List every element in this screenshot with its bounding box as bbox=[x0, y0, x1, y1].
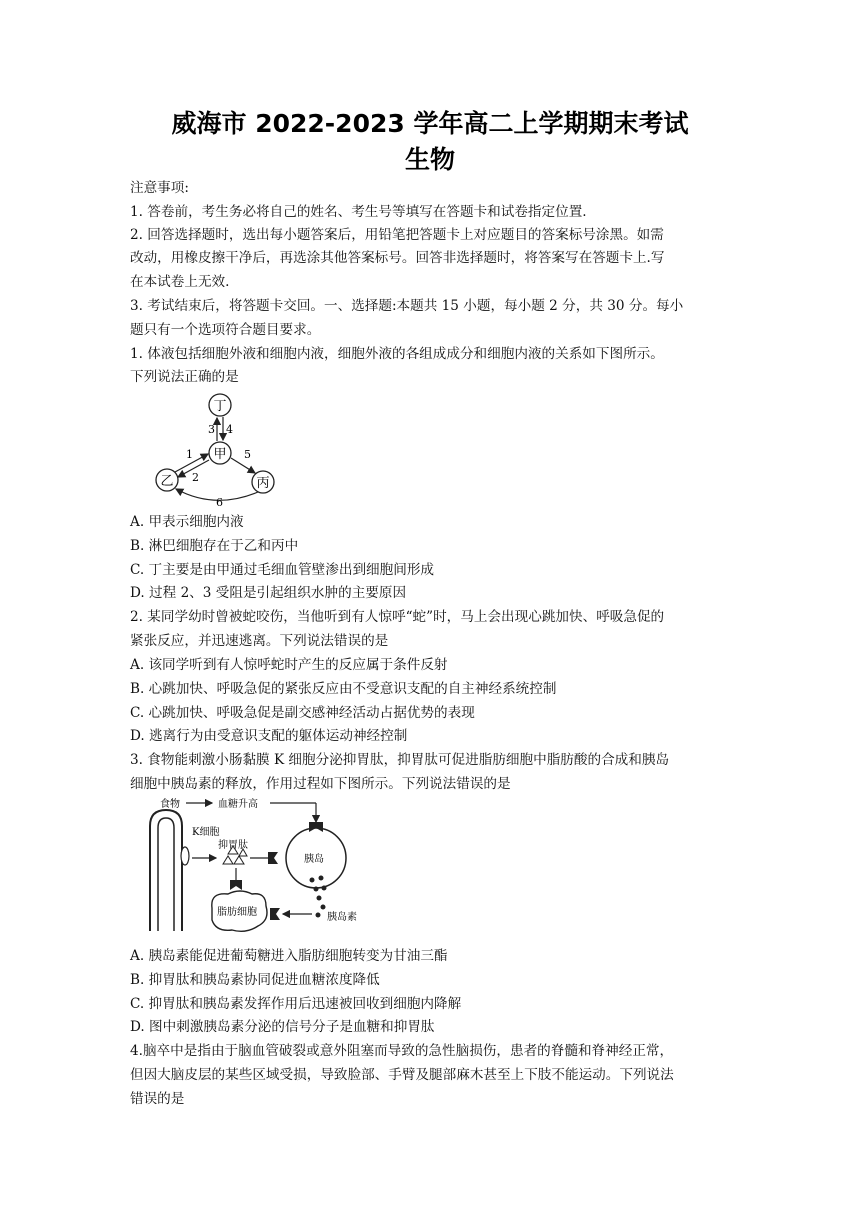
notice-item-2-line-2: 改动，用橡皮擦干净后，再选涂其他答案标号。回答非选择题时，将答案写在答题卡上.写 bbox=[130, 250, 665, 266]
notice-item-3-line-2: 题只有一个选项符合题目要求。 bbox=[130, 322, 321, 338]
insulin-label: 胰岛素 bbox=[327, 912, 357, 923]
k-cell bbox=[181, 847, 189, 865]
arrow-5-label: 5 bbox=[244, 448, 251, 461]
q3-stem-line-2: 细胞中胰岛素的释放，作用过程如下图所示。下列说法错误的是 bbox=[130, 776, 511, 792]
q4-stem-line-2: 但因大脑皮层的某些区域受损，导致脸部、手臂及腿部麻木甚至上下肢不能运动。下列说法 bbox=[130, 1067, 674, 1083]
q2-option-d: D. 逃离行为由受意识支配的躯体运动神经控制 bbox=[130, 728, 408, 744]
k-cell-label: K细胞 bbox=[192, 827, 220, 838]
q4-stem-line-1: 4.脑卒中是指由于脑血管破裂或意外阻塞而导致的急性脑损伤，患者的脊髓和脊神经正常， bbox=[130, 1043, 674, 1059]
q3-option-a: A. 胰岛素能促进葡萄糖进入脂肪细胞转变为甘油三酯 bbox=[130, 948, 448, 964]
q3-option-d: D. 图中刺激胰岛素分泌的信号分子是血糖和抑胃肽 bbox=[130, 1019, 435, 1035]
exam-title: 威海市 2022-2023 学年高二上学期期末考试 bbox=[171, 109, 689, 138]
intestine-outer bbox=[150, 810, 182, 931]
q1-option-b: B. 淋巴细胞存在于乙和丙中 bbox=[130, 538, 299, 554]
notice-item-1: 1. 答卷前，考生务必将自己的姓名、考生号等填写在答题卡和试卷指定位置. bbox=[130, 204, 587, 220]
q2-option-a: A. 该同学听到有人惊呼蛇时产生的反应属于条件反射 bbox=[130, 657, 448, 673]
q3-stem-line-1: 3. 食物能刺激小肠黏膜 K 细胞分泌抑胃肽，抑胃肽可促进脂肪细胞中脂肪酸的合成和胰岛 bbox=[130, 752, 670, 768]
q1-option-d: D. 过程 2、3 受阻是引起组织水肿的主要原因 bbox=[130, 585, 407, 601]
q2-stem-line-2: 紧张反应，并迅速逃离。下列说法错误的是 bbox=[130, 633, 389, 649]
islet-glucose-receptor bbox=[309, 822, 323, 832]
q3-gip-insulin-diagram bbox=[140, 796, 380, 946]
notice-item-3-line-1: 3. 考试结束后，将答题卡交回。一、选择题:本题共 15 小题，每小题 2 分，共 30 分。每小 bbox=[130, 298, 684, 314]
arrow-5 bbox=[231, 458, 255, 473]
node-ding-label: 丁 bbox=[213, 399, 227, 414]
q1-option-a: A. 甲表示细胞内液 bbox=[130, 514, 244, 530]
q3-option-c: C. 抑胃肽和胰岛素发挥作用后迅速被回收到细胞内降解 bbox=[130, 996, 462, 1012]
q1-option-c: C. 丁主要是由甲通过毛细血管壁渗出到细胞间形成 bbox=[130, 562, 435, 578]
node-bing-label: 丙 bbox=[256, 476, 270, 491]
food-label: 食物 bbox=[160, 799, 180, 810]
insulin-granules bbox=[310, 876, 327, 918]
q4-stem-line-3: 错误的是 bbox=[130, 1091, 185, 1107]
intestine-inner bbox=[158, 818, 174, 931]
notice-heading: 注意事项: bbox=[130, 180, 189, 196]
islet-label: 胰岛 bbox=[304, 854, 324, 865]
arrow-2-label: 2 bbox=[192, 471, 199, 484]
q2-stem-line-1: 2. 某同学幼时曾被蛇咬伤，当他听到有人惊呼“蛇”时，马上会出现心跳加快、呼吸急促的 bbox=[130, 609, 665, 625]
notice-item-2-line-3: 在本试卷上无效. bbox=[130, 274, 230, 290]
arrow-1-label: 1 bbox=[186, 448, 193, 461]
islet-gip-receptor bbox=[268, 852, 278, 864]
fat-gip-receptor bbox=[230, 880, 242, 890]
arrow-4-label: 4 bbox=[226, 423, 233, 436]
q2-option-b: B. 心跳加快、呼吸急促的紧张反应由不受意识支配的自主神经系统控制 bbox=[130, 681, 557, 697]
q2-option-c: C. 心跳加快、呼吸急促是副交感神经活动占据优势的表现 bbox=[130, 705, 475, 721]
q1-stem-line-1: 1. 体液包括细胞外液和细胞内液，细胞外液的各组成成分和细胞内液的关系如下图所示。 bbox=[130, 346, 664, 362]
exam-subject: 生物 bbox=[404, 145, 455, 174]
gip-label: 抑胃肽 bbox=[218, 840, 248, 851]
q3-option-b: B. 抑胃肽和胰岛素协同促进血糖浓度降低 bbox=[130, 972, 380, 988]
notice-item-2-line-1: 2. 回答选择题时，选出每小题答案后，用铅笔把答题卡上对应题目的答案标号涂黑。如需 bbox=[130, 227, 664, 243]
q1-body-fluid-diagram bbox=[140, 388, 290, 510]
node-yi-label: 乙 bbox=[160, 474, 174, 489]
node-jia-label: 甲 bbox=[213, 447, 227, 462]
glucose-rise-label: 血糖升高 bbox=[218, 799, 258, 810]
arrow-6-label: 6 bbox=[216, 496, 223, 509]
fat-insulin-receptor bbox=[270, 908, 280, 920]
fat-cell-label: 脂肪细胞 bbox=[217, 907, 257, 918]
q1-stem-line-2: 下列说法正确的是 bbox=[130, 369, 239, 385]
arrow-3-label: 3 bbox=[208, 423, 215, 436]
